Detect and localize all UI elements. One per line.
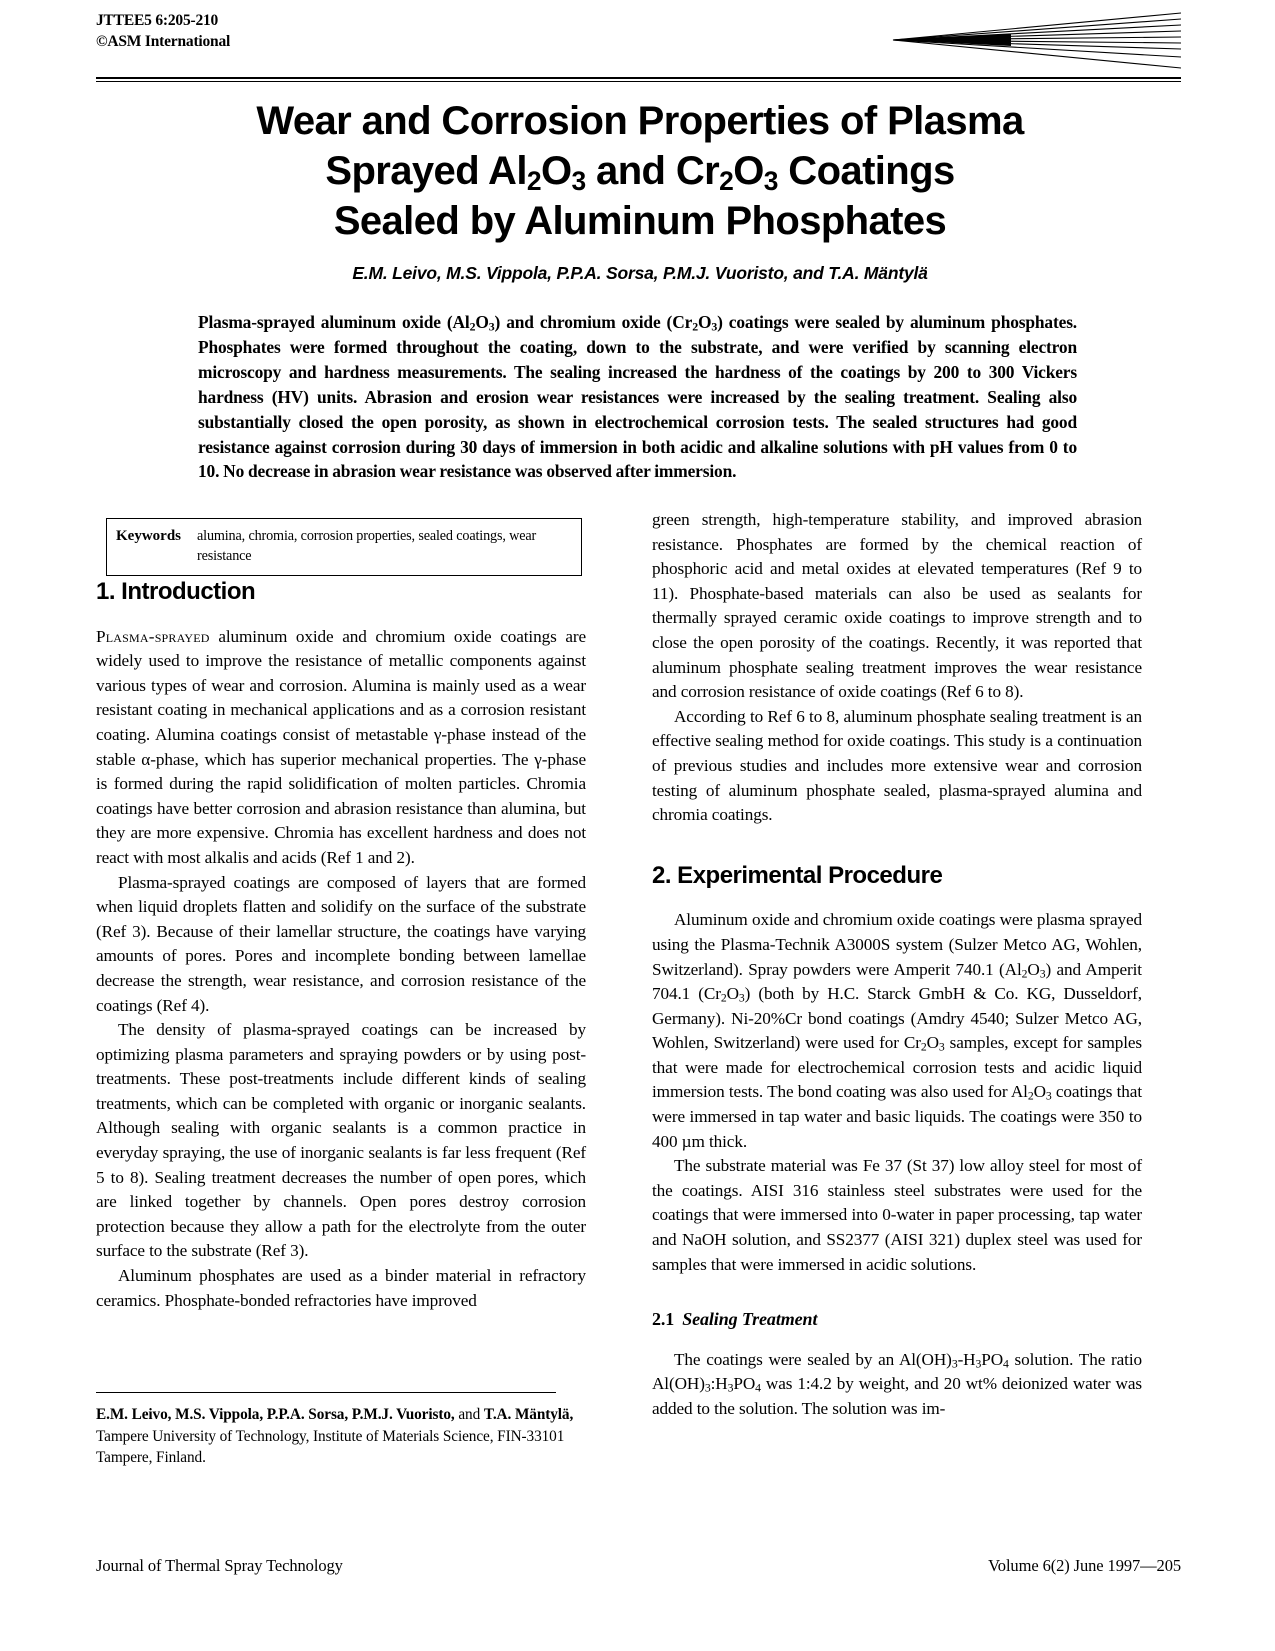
footnote-authors-secondary: T.A. Mäntylä, bbox=[483, 1406, 574, 1423]
title-line-3: Sealed by Aluminum Phosphates bbox=[333, 199, 947, 243]
paragraph-right-2: According to Ref 6 to 8, aluminum phosphate sealing treatment is an effective sealing method for oxide coatings. This study is a continuation of previous studies and includes more extensive wear and corrosion testing of aluminum phosphate sealed, plasma-sprayed alumina and chromia coatings. bbox=[652, 706, 1142, 825]
subsection-title: Sealing Treatment bbox=[682, 1309, 818, 1330]
small-caps-opener: Plasma-sprayed bbox=[96, 626, 210, 646]
paragraph-intro-3: The density of plasma-sprayed coatings can be increased by optimizing plasma parameters and spraying powders or by using post-treatments. These post-treatments include different kinds of sealing treatments, which can be completed with organic or inorganic sealants. Although sealing with organic sealants is a common practice in everyday spraying, the use of inorganic sealants is far less frequent (Ref 5 to 8). Sealing treatment decreases the number of open pores, which are linked together by channels. Open pores destroy corrosion protection because they allow a path for the electrolyte from the outer surface to the substrate (Ref 3). bbox=[96, 1020, 586, 1261]
paragraph-right-4: The substrate material was Fe 37 (St 37) low alloy steel for most of the coatings. AISI 316 stainless steel substrates were used for the coatings that were immersed into 0-water in paper processing, tap water and NaOH solution, and SS2377 (AISI 321) duplex steel was used for samples that were immersed in acidic solutions. bbox=[652, 1156, 1142, 1274]
footnote-text: E.M. Leivo, M.S. Vippola, P.P.A. Sorsa, P.M.J. Vuoristo, and T.A. Mäntylä, Tampere University of Technology, Institute of Materials Science, FIN-33101 Tampere, Finland. bbox=[96, 1406, 574, 1466]
asm-fan-logo bbox=[891, 12, 1181, 70]
right-column bbox=[652, 508, 1142, 1422]
subsection-number: 2.1 bbox=[652, 1309, 675, 1330]
footnote-divider-rule bbox=[96, 1392, 556, 1393]
abstract: Plasma-sprayed aluminum oxide $(Al_2O_3)$ and chromium oxide $(Cr_2O_3)$ coatings were sealed by aluminum phosphates. Phosphates were formed throughout the coating, down to the substrate, and were verified by scanning electron microscopy and hardness measurements. The sealing increased the hardness of the coatings by 200 to 300 Vickers hardness (HV) units. Abrasion and erosion wear resistances were increased by the sealing treatment. Sealing also substantially closed the open porosity, as shown in electrochemical corrosion tests. The sealed structures had good resistance against corrosion during 30 days of immersion in both acidic and alkaline solutions with pH values from 0 to 10. No decrease in abrasion wear resistance was observed after immersion. bbox=[198, 312, 1078, 482]
page-footer bbox=[96, 1556, 1181, 1576]
paragraph-intro-2: Plasma-sprayed coatings are composed of layers that are formed when liquid droplets flatten and solidify on the surface of the substrate (Ref 3). Because of their lamellar structure, the coatings have varying amounts of pores. Pores and incomplete bonding between lamellae decrease the strength, wear resistance, and corrosion resistance of the coatings (Ref 4). bbox=[96, 872, 586, 1015]
section-heading-experimental-procedure: 2. Experimental Procedure bbox=[652, 861, 943, 889]
paragraph-right-1: green strength, high-temperature stability, and improved abrasion resistance. Phosphates are formed by the chemical reaction of phosphoric acid and metal oxides at elevated temperatures (Ref 9 to 11). Phosphate-based materials can also be used as sealants for thermally sprayed ceramic oxide coatings to improve strength and to close the open porosity of the coatings. Recently, it was reported that aluminum phosphate sealing treatment improves the wear resistance and corrosion resistance of oxide coatings (Ref 6 to 8). bbox=[652, 510, 1142, 702]
keywords-values: alumina, chromia, corrosion properties, sealed coatings, wear resistance bbox=[197, 528, 537, 564]
author-affiliation-footnote bbox=[96, 1392, 586, 1469]
journal-header bbox=[96, 10, 1181, 72]
section-heading-introduction: 1. Introduction bbox=[96, 578, 256, 605]
title-line-1: Wear and Corrosion Properties of Plasma bbox=[256, 99, 1024, 143]
header-divider-rule bbox=[96, 77, 1181, 82]
paragraph-right-5: The coatings were sealed by an $Al(OH)_3-H_3PO_4$ solution. The ratio $Al(OH)_3:H_3PO_4$ was 1:4.2 by weight, and 20 wt% deionized water was added to the solution. The solution was im- bbox=[652, 1349, 1142, 1418]
subsection-heading-sealing-treatment bbox=[652, 1307, 1142, 1332]
title-line-2: Sprayed $Al_2O_3$ and $Cr_2O_3$ Coatings bbox=[325, 149, 955, 196]
publisher-name: ©ASM International bbox=[96, 33, 231, 50]
paragraph-intro-1: Plasma-sprayed aluminum oxide and chromium oxide coatings are widely used to improve the resistance of metallic components against various types of wear and corrosion. Alumina is mainly used as a wear resistant coating in mechanical applications and as a corrosion resistant coating. Alumina coatings consist of metastable γ-phase instead of the stable α-phase, which has superior mechanical properties. The γ-phase is formed during the rapid solidification of molten particles. Chromia coatings have better corrosion and abrasion resistance than alumina, but they are more expensive. Chromia has excellent hardness and does not react with most alkalis and acids (Ref 1 and 2). bbox=[96, 626, 586, 867]
paragraph-right-3: Aluminum oxide and chromium oxide coatings were plasma sprayed using the Plasma-Technik A3000S system (Sulzer Metco AG, Wohlen, Switzerland). Spray powders were Amperit 740.1 $(Al_2O_3)$ and Amperit 704.1 $(Cr_2O_3)$ (both by H.C. Starck GmbH & Co. KG, Dusseldorf, Germany). Ni-20%Cr bond coatings (Amdry 4540; Sulzer Metco AG, Wohlen, Switzerland) were used for $Cr_2O_3$ samples, except for samples that were made for electrochemical corrosion tests and acidic liquid immersion tests. The bond coating was also used for $Al_2O_3$ coatings that were immersed in tap water and basic liquids. The coatings were 350 to 400 µm thick. bbox=[652, 910, 1143, 1151]
author-list: E.M. Leivo, M.S. Vippola, P.P.A. Sorsa, P.M.J. Vuoristo, and T.A. Mäntylä bbox=[352, 263, 928, 283]
paragraph-intro-4: Aluminum phosphates are used as a binder material in refractory ceramics. Phosphate-bonded refractories have improved bbox=[96, 1266, 586, 1310]
page-title bbox=[120, 96, 1160, 246]
keywords-box bbox=[106, 518, 582, 576]
footnote-authors-primary: E.M. Leivo, M.S. Vippola, P.P.A. Sorsa, P.M.J. Vuoristo, bbox=[96, 1406, 455, 1423]
footer-journal-name: Journal of Thermal Spray Technology bbox=[96, 1556, 343, 1575]
journal-identifier-block bbox=[96, 10, 230, 52]
left-column bbox=[96, 580, 586, 1313]
title-block bbox=[120, 96, 1160, 284]
footer-volume-page: Volume 6(2) June 1997—205 bbox=[988, 1556, 1181, 1575]
keywords-label: Keywords bbox=[116, 528, 181, 544]
journal-code: JTTEE5 6:205-210 bbox=[96, 12, 219, 29]
footnote-affiliation: Tampere University of Technology, Institute of Materials Science, FIN-33101 Tampere, Finland. bbox=[96, 1427, 565, 1466]
